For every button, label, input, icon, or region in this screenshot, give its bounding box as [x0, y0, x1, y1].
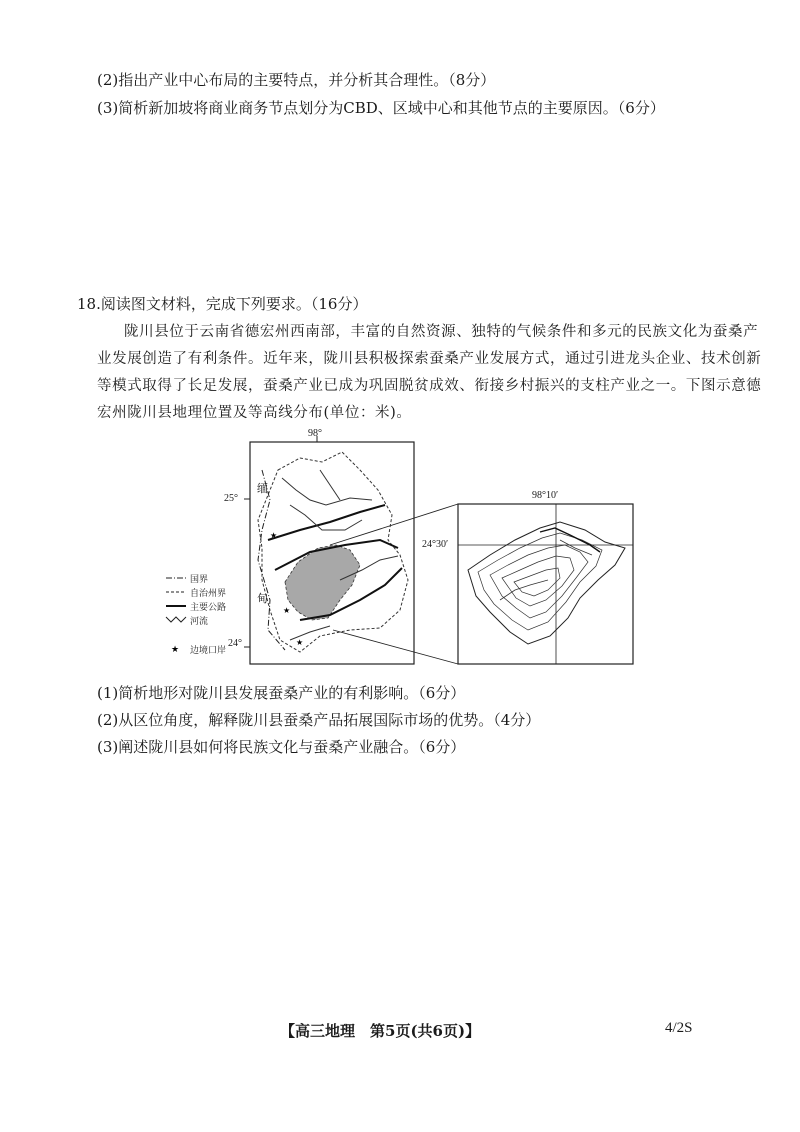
question-17-part-2: (2)指出产业中心布局的主要特点，并分析其合理性。（8分） [97, 71, 496, 89]
legend-prefecture-border: 自治州界 [190, 589, 227, 599]
question-18-part-3: (3)阐述陇川县如何将民族文化与蚕桑产业融合。（6分） [97, 738, 466, 756]
main-map-latitude-bottom-label: 24° [228, 638, 242, 649]
svg-text:★: ★ [296, 638, 304, 647]
question-18-part-2: (2)从区位角度，解释陇川县蚕桑产品拓展国际市场的优势。（4分） [97, 711, 541, 729]
legend-river: 河流 [190, 617, 209, 627]
legend-main-road: 主要公路 [190, 603, 227, 613]
svg-text:★: ★ [171, 645, 180, 655]
svg-text:★: ★ [283, 606, 291, 615]
inset-latitude-label: 24°30′ [422, 539, 449, 550]
country-label-top: 缅 [257, 483, 268, 495]
paragraph-line-3: 等模式取得了长足发展，蚕桑产业已成为巩固脱贫成效、衔接乡村振兴的支柱产业之一。下图示意德 [97, 378, 762, 394]
legend-border-port: 边境口岸 [190, 646, 227, 656]
main-map-longitude-label: 98° [308, 428, 322, 439]
question-17-part-3: (3)简析新加坡将商业商务节点划分为CBD、区域中心和其他节点的主要原因。（6分） [97, 99, 665, 117]
paragraph-line-4: 宏州陇川县地理位置及等高线分布(单位：米)。 [97, 405, 412, 421]
paragraph-line-2: 业发展创造了有利条件。近年来，陇川县积极探索蚕桑产业发展方式，通过引进龙头企业、技术创新 [97, 351, 762, 367]
paragraph-line-1: 陇川县位于云南省德宏州西南部，丰富的自然资源、独特的气候条件和多元的民族文化为蚕桑产 [124, 324, 759, 340]
inset-longitude-label: 98°10′ [532, 490, 559, 501]
svg-text:★: ★ [270, 531, 278, 540]
main-map-latitude-top-label: 25° [224, 493, 238, 504]
page-code: 4/2S [665, 1020, 693, 1036]
country-label-bottom: 甸 [257, 593, 268, 605]
question-18-part-1: (1)简析地形对陇川县发展蚕桑产业的有利影响。（6分） [97, 684, 466, 702]
question-18-heading: 18.阅读图文材料，完成下列要求。（16分） [77, 295, 368, 313]
legend-national-border: 国界 [190, 575, 209, 585]
page-footer-title: 【高三地理 第5页(共6页)】 [280, 1022, 481, 1040]
